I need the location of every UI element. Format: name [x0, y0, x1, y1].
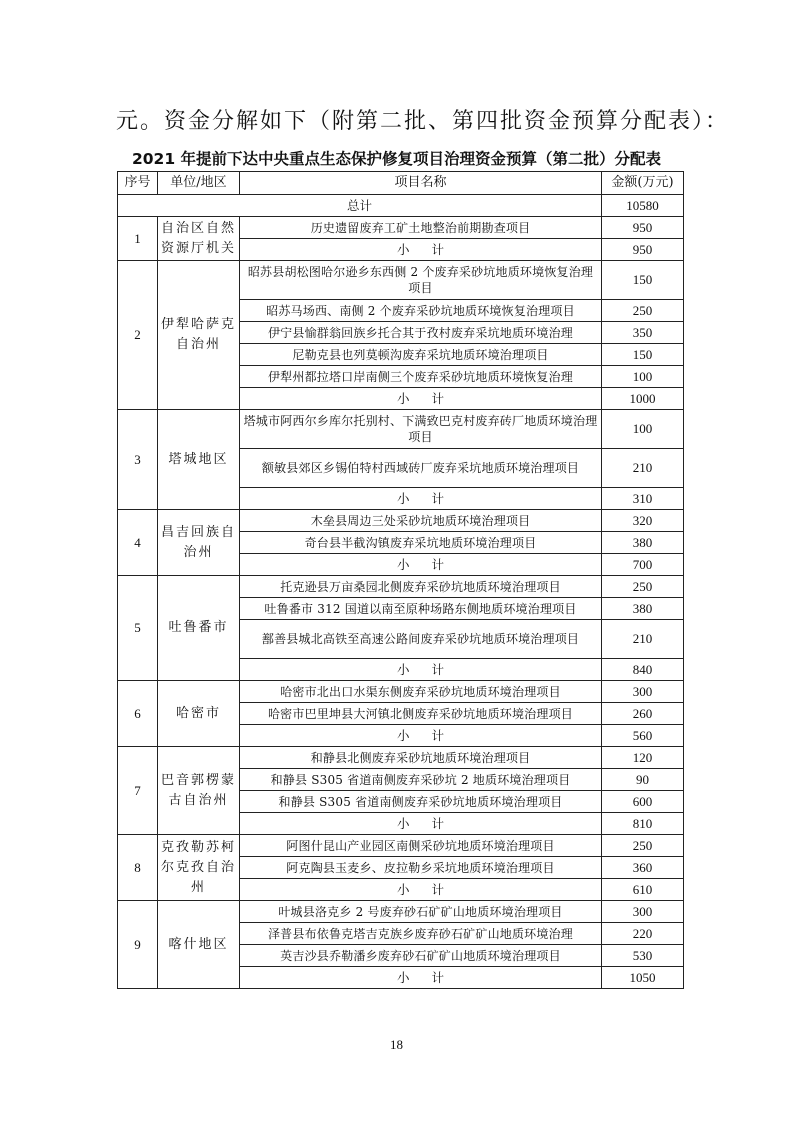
project-name: 塔城市阿西尔乡库尔托别村、下满致巴克村废弃砖厂地质环境治理项目: [240, 410, 602, 449]
project-amount: 380: [602, 532, 684, 554]
group-seq: 8: [118, 835, 158, 901]
project-name: 伊犁州都拉塔口岸南侧三个废弃采砂坑地质环境恢复治理: [240, 366, 602, 388]
project-name: 木垒县周边三处采砂坑地质环境治理项目: [240, 510, 602, 532]
subtotal-label: 小计: [240, 488, 602, 510]
group-unit: 巴音郭楞蒙古自治州: [158, 747, 240, 835]
group-unit: 吐鲁番市: [158, 576, 240, 681]
project-amount: 360: [602, 857, 684, 879]
group-unit: 克孜勒苏柯尔克孜自治州: [158, 835, 240, 901]
subtotal-label: 小计: [240, 659, 602, 681]
project-amount: 150: [602, 261, 684, 300]
subtotal-amount: 1050: [602, 967, 684, 989]
project-amount: 260: [602, 703, 684, 725]
project-name: 阿克陶县玉麦乡、皮拉勒乡采坑地质环境治理项目: [240, 857, 602, 879]
project-name: 尼勒克县也列莫顿沟废弃采坑地质环境治理项目: [240, 344, 602, 366]
subtotal-label: 小计: [240, 967, 602, 989]
table-title: 2021 年提前下达中央重点生态保护修复项目治理资金预算（第二批）分配表: [131, 150, 662, 168]
group-unit: 哈密市: [158, 681, 240, 747]
subtotal-label: 小计: [240, 725, 602, 747]
group-seq: 6: [118, 681, 158, 747]
project-amount: 120: [602, 747, 684, 769]
project-name: 鄯善县城北高铁至高速公路间废弃采砂坑地质环境治理项目: [240, 620, 602, 659]
header-amount: 金额(万元): [602, 172, 684, 195]
subtotal-amount: 840: [602, 659, 684, 681]
project-amount: 250: [602, 835, 684, 857]
table-row: [118, 901, 684, 923]
allocation-table: [117, 171, 684, 989]
subtotal-label: 小计: [240, 879, 602, 901]
project-amount: 380: [602, 598, 684, 620]
project-amount: 600: [602, 791, 684, 813]
group-unit: 喀什地区: [158, 901, 240, 989]
group-unit: 塔城地区: [158, 410, 240, 510]
project-name: 伊宁县愉群翁回族乡托合其于孜村废弃采坑地质环境治理: [240, 322, 602, 344]
project-amount: 300: [602, 681, 684, 703]
group-seq: 7: [118, 747, 158, 835]
subtotal-label: 小计: [240, 554, 602, 576]
project-name: 历史遗留废弃工矿土地整治前期勘查项目: [240, 217, 602, 239]
subtotal-amount: 310: [602, 488, 684, 510]
project-amount: 250: [602, 576, 684, 598]
subtotal-amount: 810: [602, 813, 684, 835]
header-row: [118, 172, 684, 195]
group-seq: 4: [118, 510, 158, 576]
subtotal-amount: 1000: [602, 388, 684, 410]
subtotal-label: 小计: [240, 813, 602, 835]
project-name: 吐鲁番市 312 国道以南至原种场路东侧地质环境治理项目: [240, 598, 602, 620]
project-name: 额敏县郊区乡锡伯特村西域砖厂废弃采坑地质环境治理项目: [240, 449, 602, 488]
total-label: 总计: [118, 195, 602, 217]
header-seq: 序号: [118, 172, 158, 195]
project-amount: 100: [602, 410, 684, 449]
group-unit: 昌吉回族自治州: [158, 510, 240, 576]
subtotal-amount: 950: [602, 239, 684, 261]
header-project: 项目名称: [240, 172, 602, 195]
group-unit: 伊犁哈萨克自治州: [158, 261, 240, 410]
group-seq: 5: [118, 576, 158, 681]
project-amount: 210: [602, 449, 684, 488]
subtotal-amount: 560: [602, 725, 684, 747]
project-amount: 320: [602, 510, 684, 532]
project-amount: 350: [602, 322, 684, 344]
project-name: 昭苏县胡松图哈尔逊乡东西侧 2 个废弃采砂坑地质环境恢复治理项目: [240, 261, 602, 300]
project-amount: 210: [602, 620, 684, 659]
subtotal-amount: 610: [602, 879, 684, 901]
group-seq: 3: [118, 410, 158, 510]
table-row: [118, 261, 684, 300]
total-amount: 10580: [602, 195, 684, 217]
project-amount: 150: [602, 344, 684, 366]
project-amount: 950: [602, 217, 684, 239]
subtotal-label: 小计: [240, 388, 602, 410]
group-seq: 2: [118, 261, 158, 410]
project-amount: 300: [602, 901, 684, 923]
project-name: 和静县 S305 省道南侧废弃采砂坑地质环境治理项目: [240, 791, 602, 813]
table-row: [118, 835, 684, 857]
project-amount: 220: [602, 923, 684, 945]
project-amount: 530: [602, 945, 684, 967]
project-amount: 100: [602, 366, 684, 388]
project-name: 哈密市北出口水渠东侧废弃采砂坑地质环境治理项目: [240, 681, 602, 703]
table-row: [118, 217, 684, 239]
project-name: 奇台县半截沟镇废弃采坑地质环境治理项目: [240, 532, 602, 554]
subtotal-amount: 700: [602, 554, 684, 576]
group-unit: 自治区自然资源厅机关: [158, 217, 240, 261]
intro-paragraph: 元。资金分解如下（附第二批、第四批资金预算分配表）：: [116, 109, 730, 134]
project-amount: 90: [602, 769, 684, 791]
project-name: 阿图什昆山产业园区南侧采砂坑地质环境治理项目: [240, 835, 602, 857]
project-name: 泽普县布依鲁克塔吉克族乡废弃砂石矿矿山地质环境治理: [240, 923, 602, 945]
project-name: 和静县北侧废弃采砂坑地质环境治理项目: [240, 747, 602, 769]
subtotal-label: 小计: [240, 239, 602, 261]
table-row: [118, 410, 684, 449]
table-row: [118, 747, 684, 769]
project-amount: 250: [602, 300, 684, 322]
table-row: [118, 510, 684, 532]
project-name: 英吉沙县乔勒潘乡废弃砂石矿矿山地质环境治理项目: [240, 945, 602, 967]
header-unit: 单位/地区: [158, 172, 240, 195]
page-number: 18: [390, 1037, 403, 1052]
project-name: 叶城县洛克乡 2 号废弃砂石矿矿山地质环境治理项目: [240, 901, 602, 923]
project-name: 托克逊县万亩桑园北侧废弃采砂坑地质环境治理项目: [240, 576, 602, 598]
project-name: 和静县 S305 省道南侧废弃采砂坑 2 地质环境治理项目: [240, 769, 602, 791]
group-seq: 9: [118, 901, 158, 989]
total-row: [118, 195, 684, 217]
table-row: [118, 681, 684, 703]
project-name: 哈密市巴里坤县大河镇北侧废弃采砂坑地质环境治理项目: [240, 703, 602, 725]
project-name: 昭苏马场西、南侧 2 个废弃采砂坑地质环境恢复治理项目: [240, 300, 602, 322]
table-row: [118, 576, 684, 598]
group-seq: 1: [118, 217, 158, 261]
